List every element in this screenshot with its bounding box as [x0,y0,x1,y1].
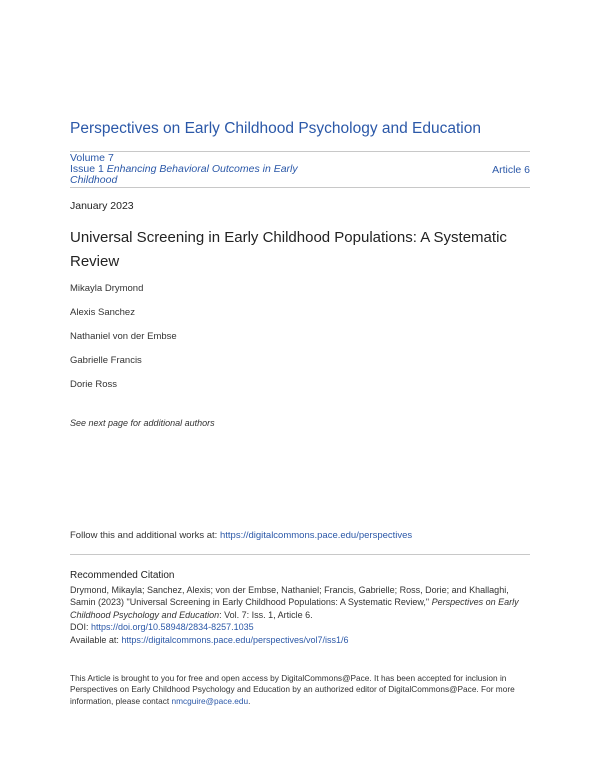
doi-label: DOI: [70,622,92,633]
author-name: Nathaniel von der Embse [70,331,177,342]
citation-heading: Recommended Citation [70,570,175,581]
author-name: Alexis Sanchez [70,307,135,318]
citation-volume: : Vol. 7: Iss. 1, Article 6. [219,609,313,620]
author-name: Dorie Ross [70,379,117,390]
follow-line [70,530,412,541]
access-notice-text: This Article is brought to you for free and open access by DigitalCommons@Pace. It has been accepted for inclusion in Perspectives on Early Childhood Psychology and Education by an authorized editor of DigitalCommons@Pace. For more information, please contact [70,673,515,706]
article-number[interactable]: Article 6 [492,164,530,176]
issue-number: Issue 1 [70,163,104,175]
author-name: Gabrielle Francis [70,355,142,366]
access-notice [70,673,532,707]
volume-link[interactable]: Volume 7 [70,152,114,164]
doi-link[interactable]: https://doi.org/10.58948/2834-8257.1035 [91,622,254,633]
see-next-page-note: See next page for additional authors [70,418,215,428]
contact-email-link[interactable]: nmcguire@pace.edu [171,695,249,706]
follow-text: Follow this and additional works at: [70,530,220,541]
journal-title[interactable]: Perspectives on Early Childhood Psychology and Education [70,120,481,137]
citation-journal: Perspectives on Early Childhood Psychology and Education [70,597,519,620]
access-notice-end: . [248,695,251,706]
issue-info [70,153,340,186]
paper-title: Universal Screening in Early Childhood Populations: A Systematic Review [70,229,507,270]
header-divider [70,151,530,152]
issue-divider [70,187,530,188]
publication-date: January 2023 [70,200,134,212]
citation-authors: Drymond, Mikayla; Sanchez, Alexis; von der Embse, Nathaniel; Francis, Gabrielle; Ross, Dorie; and Khallaghi, Samin (2023) "Universal Screening in Early Childhood Populations: A Systematic Review," [70,585,509,608]
available-link[interactable]: https://digitalcommons.pace.edu/perspectives/vol7/iss1/6 [121,634,349,645]
author-name: Mikayla Drymond [70,283,144,294]
citation-body [70,584,532,646]
perspectives-link[interactable]: https://digitalcommons.pace.edu/perspectives [219,530,413,541]
issue-link[interactable] [70,164,340,186]
available-label: Available at: [70,634,122,645]
issue-title: Enhancing Behavioral Outcomes in Early Childhood [70,163,298,186]
citation-divider [70,554,530,555]
